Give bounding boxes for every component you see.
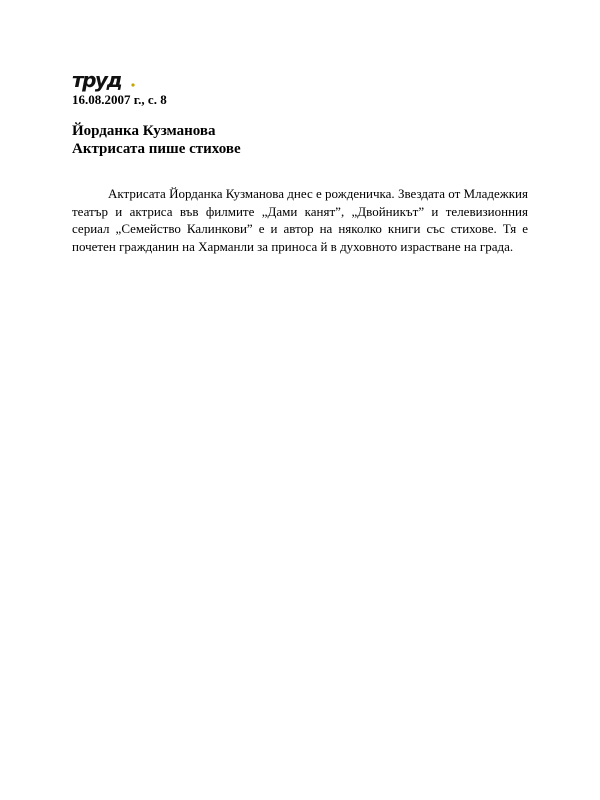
article-title: Актрисата пише стихове [72,141,241,157]
article-person-name: Йорданка Кузманова [72,123,216,139]
svg-text:труд: труд [72,68,122,92]
article-body: Актрисата Йорданка Кузманова днес е рожденичка. Звездата от Младежкия театър и актриса във филмите „Дами канят”, „Двойникът” и телевизионния сериал „Семейство Калинкови” е и автор на няколко книги със стихове. Тя е почетен гражданин на Харманли за приноса й в духовното израстване на града. [72,186,528,254]
trud-logo-graphic [72,68,138,92]
headline [72,122,532,158]
trud-logo-icon [72,68,138,92]
dateline: 16.08.2007 г., с. 8 [72,92,167,107]
